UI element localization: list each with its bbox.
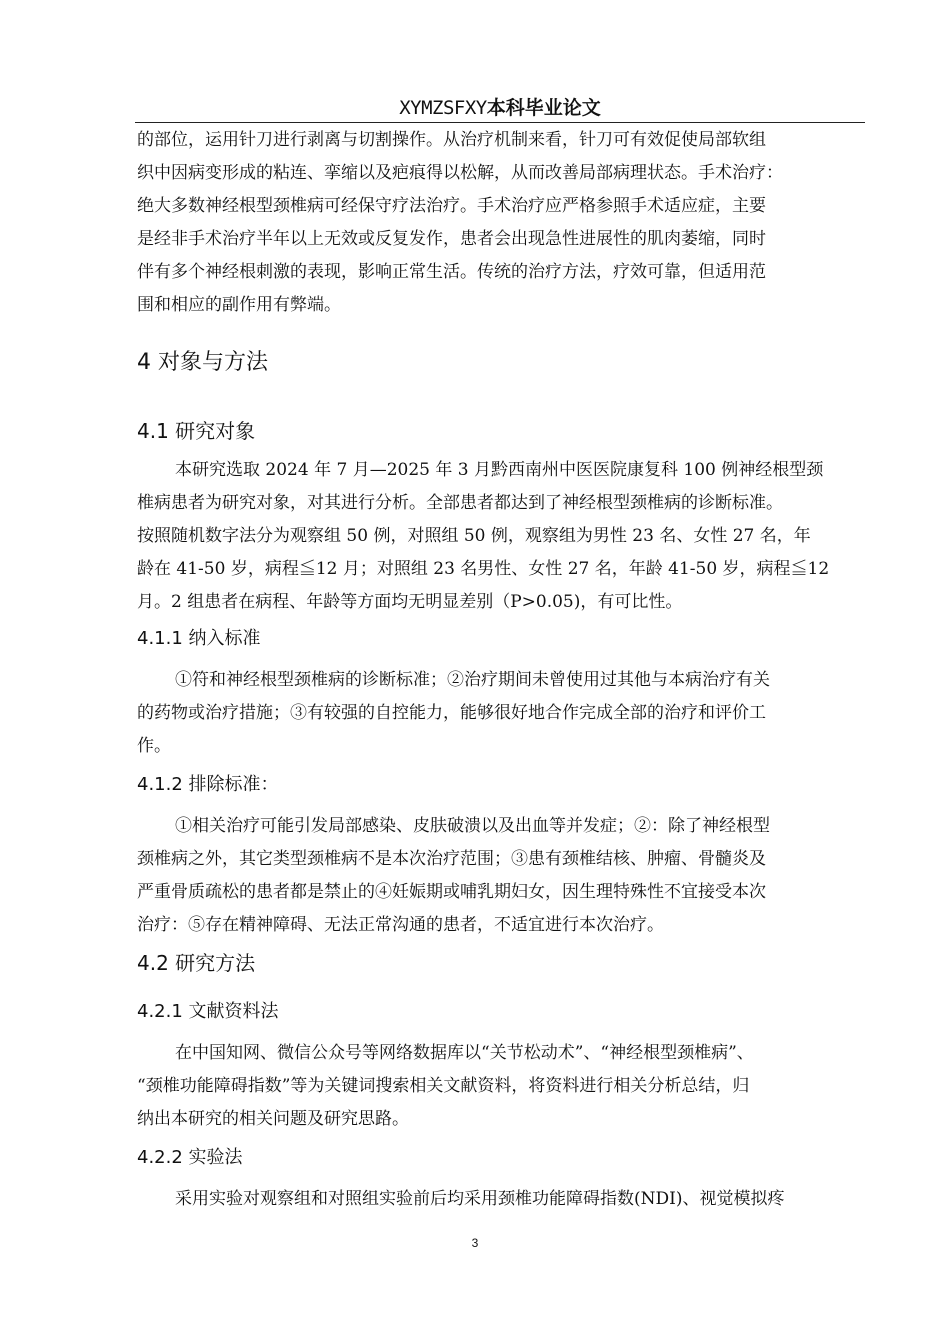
body-line: 纳出本研究的相关问题及研究思路。 [137, 1109, 409, 1129]
body-line: 颈椎病之外，其它类型颈椎病不是本次治疗范围；③患有颈椎结核、肿瘤、骨髓炎及 [137, 849, 766, 869]
body-line: 治疗：⑤存在精神障碍、无法正常沟通的患者，不适宜进行本次治疗。 [137, 915, 664, 935]
section-heading-4-2-2: 4.2.2 实验法 [137, 1147, 243, 1168]
section-heading-4-1-1: 4.1.1 纳入标准 [137, 628, 261, 649]
header-code: XYMZSFXY [399, 97, 487, 119]
body-line: 伴有多个神经根刺激的表现，影响正常生活。传统的治疗方法，疗效可靠，但适用范 [137, 262, 766, 282]
section-heading-4-1-2: 4.1.2 排除标准： [137, 774, 279, 795]
body-line: 绝大多数神经根型颈椎病可经保守疗法治疗。手术治疗应严格参照手术适应症，主要 [137, 196, 766, 216]
section-heading-4-1: 4.1 研究对象 [137, 419, 256, 443]
body-line: 围和相应的副作用有弊端。 [137, 295, 341, 315]
body-line: 严重骨质疏松的患者都是禁止的④妊娠期或哺乳期妇女，因生理特殊性不宜接受本次 [137, 882, 766, 902]
section-heading-4: 4 对象与方法 [137, 350, 268, 375]
body-line: 织中因病变形成的粘连、挛缩以及疤痕得以松解，从而改善局部病理状态。手术治疗： [137, 163, 783, 183]
body-line: 采用实验对观察组和对照组实验前后均采用颈椎功能障碍指数(NDI)、视觉模拟疼 [175, 1189, 785, 1209]
body-line: “颈椎功能障碍指数”等为关键词搜索相关文献资料，将资料进行相关分析总结，归 [137, 1076, 750, 1096]
body-line: 作。 [137, 736, 171, 756]
body-line: 龄在 41-50 岁，病程≦12 月；对照组 23 名男性、女性 27 名，年龄 41-50 岁，病程≦12 [137, 559, 830, 579]
body-line: 是经非手术治疗半年以上无效或反复发作，患者会出现急性进展性的肌肉萎缩，同时 [137, 229, 766, 249]
body-line: 月。2 组患者在病程、年龄等方面均无明显差别（P>0.05)，有可比性。 [137, 592, 683, 612]
body-line: 椎病患者为研究对象，对其进行分析。全部患者都达到了神经根型颈椎病的诊断标准。 [137, 493, 783, 513]
section-heading-4-2: 4.2 研究方法 [137, 951, 256, 975]
body-line: 在中国知网、微信公众号等网络数据库以“关节松动术”、“神经根型颈椎病”、 [175, 1043, 754, 1063]
body-line: 的药物或治疗措施；③有较强的自控能力，能够很好地合作完成全部的治疗和评价工 [137, 703, 766, 723]
page-header [135, 96, 865, 123]
header-label: 本科毕业论文 [486, 97, 601, 119]
body-line: ①符和神经根型颈椎病的诊断标准；②治疗期间未曾使用过其他与本病治疗有关 [175, 670, 770, 690]
body-line: 的部位，运用针刀进行剥离与切割操作。从治疗机制来看，针刀可有效促使局部软组 [137, 130, 766, 150]
page-number: 3 [471, 1236, 479, 1250]
body-line: 本研究选取 2024 年 7 月—2025 年 3 月黔西南州中医医院康复科 100 例神经根型颈 [175, 460, 824, 480]
body-line: 按照随机数字法分为观察组 50 例，对照组 50 例，观察组为男性 23 名、女性 27 名，年 [137, 526, 811, 546]
section-heading-4-2-1: 4.2.1 文献资料法 [137, 1001, 279, 1022]
body-line: ①相关治疗可能引发局部感染、皮肤破溃以及出血等并发症；②：除了神经根型 [175, 816, 770, 836]
